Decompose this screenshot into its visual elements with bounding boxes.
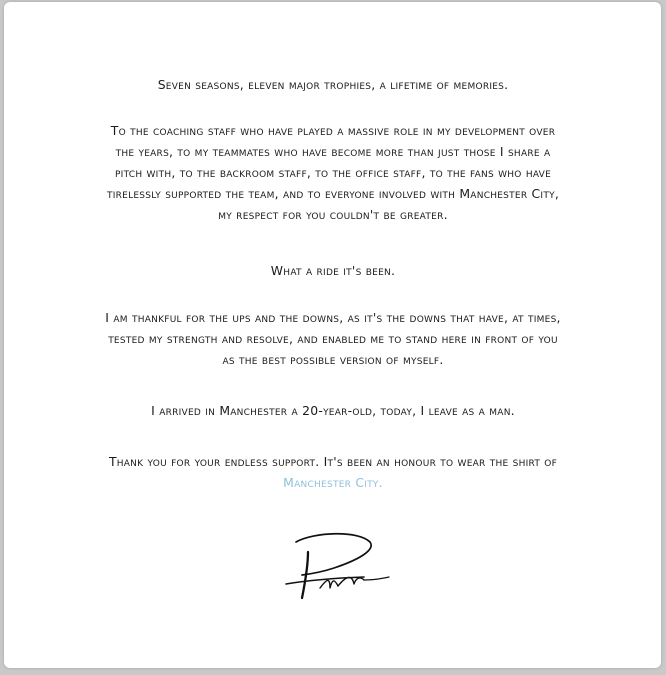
paragraph-ups-downs: [0, 307, 666, 370]
text-line: my respect for you couldn't be greater.: [218, 207, 448, 222]
paragraph-arrived: [0, 400, 666, 421]
text-line: tested my strength and resolve, and enabled me to stand here in front of you: [108, 331, 558, 346]
paragraph-closing: [0, 451, 666, 493]
text-line: tirelessly supported the team, and to everyone involved with Manchester City,: [106, 186, 560, 201]
signature-icon: [276, 528, 396, 604]
text-line: Seven seasons, eleven major trophies, a lifetime of memories.: [157, 77, 509, 92]
club-name-highlight: Manchester City.: [283, 475, 383, 490]
text-line: Thank you for your endless support. It's been an honour to wear the shirt of: [108, 454, 558, 469]
text-line: To the coaching staff who have played a massive role in my development over: [110, 123, 556, 138]
text-line: pitch with, to the backroom staff, to the office staff, to the fans who have: [114, 165, 552, 180]
paragraph-ride: [0, 260, 666, 281]
text-line: as the best possible version of myself.: [222, 352, 444, 367]
text-line: the years, to my teammates who have become more than just those I share a: [115, 144, 551, 159]
paragraph-trophies: [0, 74, 666, 95]
paragraph-thanks-staff: [0, 120, 666, 225]
text-line: What a ride it's been.: [270, 263, 396, 278]
text-line: I arrived in Manchester a 20-year-old, today, I leave as a man.: [151, 403, 515, 418]
text-line: I am thankful for the ups and the downs, as it's the downs that have, at times,: [105, 310, 561, 325]
